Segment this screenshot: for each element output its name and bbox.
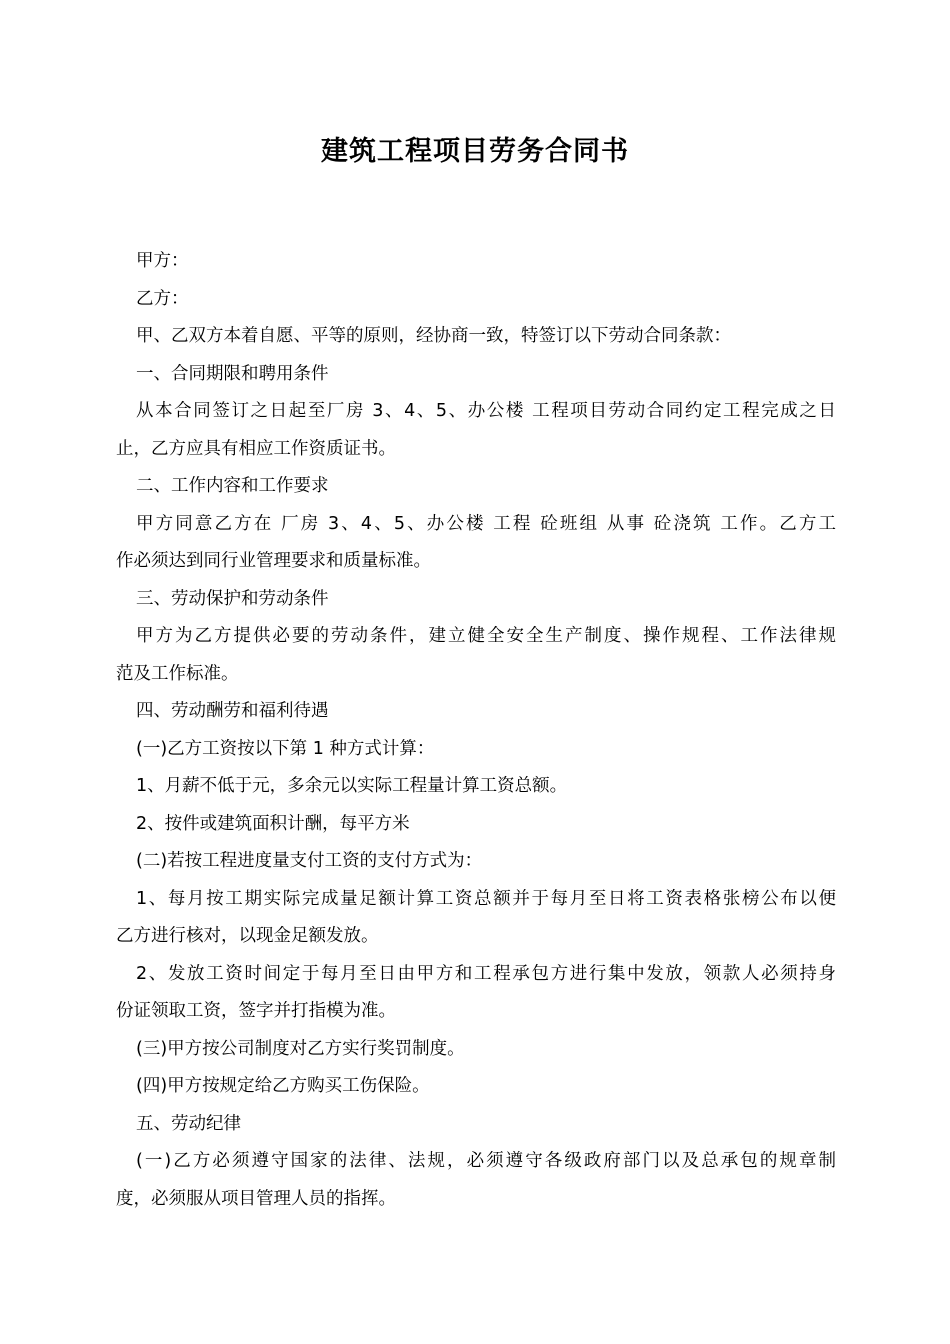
clause-line: (四)甲方按规定给乙方购买工伤保险。: [136, 1076, 430, 1096]
clause-line: (一)乙方工资按以下第 1 种方式计算：: [136, 738, 435, 759]
clause-line: (一)乙方必须遵守国家的法律、法规，必须遵守各级政府部门以及总承包的规章制: [136, 1151, 836, 1171]
section-1-paragraph-line: 从本合同签订之日起至厂房 3、4、5、办公楼 工程项目劳动合同约定工程完成之日: [136, 401, 836, 421]
section-3-paragraph-line: 甲方为乙方提供必要的劳动条件，建立健全安全生产制度、操作规程、工作法律规: [136, 626, 836, 646]
section-1-paragraph-line: 止，乙方应具有相应工作资质证书。: [116, 438, 396, 459]
party-a-line: 甲方：: [136, 251, 189, 271]
document-title: 建筑工程项目劳务合同书: [321, 136, 629, 167]
clause-line: 2、发放工资时间定于每月至日由甲方和工程承包方进行集中发放，领款人必须持身: [136, 963, 836, 984]
clause-line: 2、按件或建筑面积计酬，每平方米: [136, 813, 410, 834]
clause-line: 份证领取工资，签字并打指模为准。: [116, 1001, 396, 1021]
clause-line: (二)若按工程进度量支付工资的支付方式为：: [136, 851, 483, 871]
section-3-paragraph-line: 范及工作标准。: [116, 663, 239, 684]
section-heading-2: 二、工作内容和工作要求: [136, 476, 329, 496]
section-heading-5: 五、劳动纪律: [136, 1113, 241, 1134]
section-2-paragraph-line: 作必须达到同行业管理要求和质量标准。: [116, 551, 431, 571]
section-heading-4: 四、劳动酬劳和福利待遇: [136, 701, 329, 721]
intro-paragraph: 甲、乙双方本着自愿、平等的原则，经协商一致，特签订以下劳动合同条款：: [136, 326, 731, 346]
party-b-line: 乙方：: [136, 288, 189, 309]
section-2-paragraph-line: 甲方同意乙方在 厂房 3、4、5、办公楼 工程 砼班组 从事 砼浇筑 工作。乙方工: [136, 513, 836, 534]
document-body: [116, 243, 836, 1218]
clause-line: (三)甲方按公司制度对乙方实行奖罚制度。: [136, 1038, 465, 1059]
clause-line: 1、每月按工期实际完成量足额计算工资总额并于每月至日将工资表格张榜公布以便: [136, 888, 836, 909]
clause-line: 乙方进行核对，以现金足额发放。: [116, 926, 379, 946]
section-heading-1: 一、合同期限和聘用条件: [136, 363, 329, 384]
clause-line: 度，必须服从项目管理人员的指挥。: [116, 1188, 396, 1209]
section-heading-3: 三、劳动保护和劳动条件: [136, 588, 329, 609]
clause-line: 1、月薪不低于元，多余元以实际工程量计算工资总额。: [136, 776, 568, 796]
